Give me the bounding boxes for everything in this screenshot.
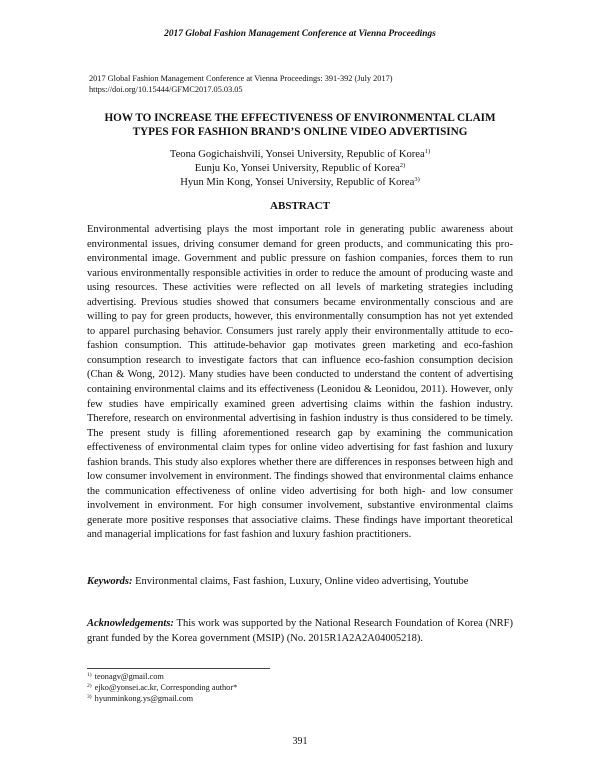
page-number: 391 — [292, 736, 308, 747]
title-line: TYPES FOR FASHION BRAND’S ONLINE VIDEO ADVERTISING — [132, 126, 468, 138]
footnote-divider — [87, 668, 270, 669]
footnote-email[interactable]: hyunminkong.ys@gmail.com — [94, 694, 194, 703]
abstract-body: Environmental advertising plays the most important role in generating public awareness about environmental issues, driving consumer demand for green products, and communicating this pro-environmental image. Government and public pressure on fashion companies, forces them to run various environmentally responsible activities in order to reduce the amount of producing waste and using resources. These activities were reflected on all levels of marketing strategies including advertising. Previous studies showed that consumers became environmentally conscious and are willing to pay for green products, however, this environmentally consumption has not yet extended to apparel purchasing behavior. Consumers just rarely apply their environmentally attitude to eco-fashion consumption. This attitude-behavior gap motivates green marketing and eco-fashion consumption research to investigate factors that can influence eco-fashion consumption decision (Chan & Wong, 2012). Many studies have been conducted to understand the content of advertising containing environmental claims and its effectiveness (Leonidou & Leonidou, 2011). However, only few studies have empirically examined green advertising claims within the fashion industry. Therefore, research on environmental advertising in fashion industry is thus considered to be timely. The present study is filling aforementioned research gap by examining the communication effectiveness of environmental claim types for online video advertising for fast fashion and luxury fashion brands. This study also explores whether there are differences in responses between high and low consumer involvement in environment. The findings showed that environmental claims enhance the communication effectiveness of online video advertising for both high- and low consumer involvement in environment. For high consumer involvement, substantive environmental claims generate more positive responses that associative claims. These findings have important theoretical and managerial implications for fast fashion and luxury fashion practitioners. — [87, 224, 513, 541]
footnote-marker: 1) — [87, 672, 92, 678]
abstract-heading: ABSTRACT — [270, 200, 330, 212]
acknowledgements-paragraph — [87, 617, 513, 646]
footnote-email[interactable]: ejko@yonsei.ac.kr, Corresponding author* — [94, 683, 238, 692]
footnote — [87, 693, 237, 704]
doi-link[interactable]: https://doi.org/10.15444/GFMC2017.05.03.05 — [89, 85, 243, 94]
citation-block — [89, 73, 393, 95]
footnote — [87, 682, 237, 693]
keywords-paragraph — [87, 575, 513, 590]
author-affiliation: Hyun Min Kong, Yonsei University, Republic of Korea — [180, 177, 415, 188]
author-line — [60, 176, 540, 190]
acknowledgements-label: Acknowledgements: — [87, 618, 174, 629]
footnote-marker: 3) — [87, 694, 92, 700]
keywords-text: Environmental claims, Fast fashion, Luxury, Online video advertising, Youtube — [135, 576, 469, 587]
citation-line: 2017 Global Fashion Management Conference at Vienna Proceedings: 391-392 (July 2017) — [89, 74, 393, 83]
author-affiliation: Teona Gogichaishvili, Yonsei University, Republic of Korea — [169, 149, 425, 160]
author-line — [60, 148, 540, 162]
title-line: HOW TO INCREASE THE EFFECTIVENESS OF ENVIRONMENTAL CLAIM — [104, 112, 496, 124]
footnotes — [87, 671, 237, 704]
author-list — [60, 148, 540, 190]
author-footnote-marker: 1) — [424, 148, 431, 155]
paper-title — [60, 111, 540, 139]
author-affiliation: Eunju Ko, Yonsei University, Republic of Korea — [194, 163, 400, 174]
footnote — [87, 671, 237, 682]
footnote-marker: 2) — [87, 683, 92, 689]
running-header: 2017 Global Fashion Management Conference at Vienna Proceedings — [164, 29, 436, 39]
acknowledgements-text: This work was supported by the National Research Foundation of Korea (NRF) grant funded by the Korea government (MSIP) (No. 2015R1A2A2A04005218). — [87, 618, 513, 644]
author-footnote-marker: 3) — [414, 176, 420, 183]
author-footnote-marker: 2) — [399, 162, 406, 169]
keywords-label: Keywords: — [87, 576, 133, 587]
author-line — [60, 162, 540, 176]
footnote-email[interactable]: teonagv@gmail.com — [94, 672, 164, 681]
